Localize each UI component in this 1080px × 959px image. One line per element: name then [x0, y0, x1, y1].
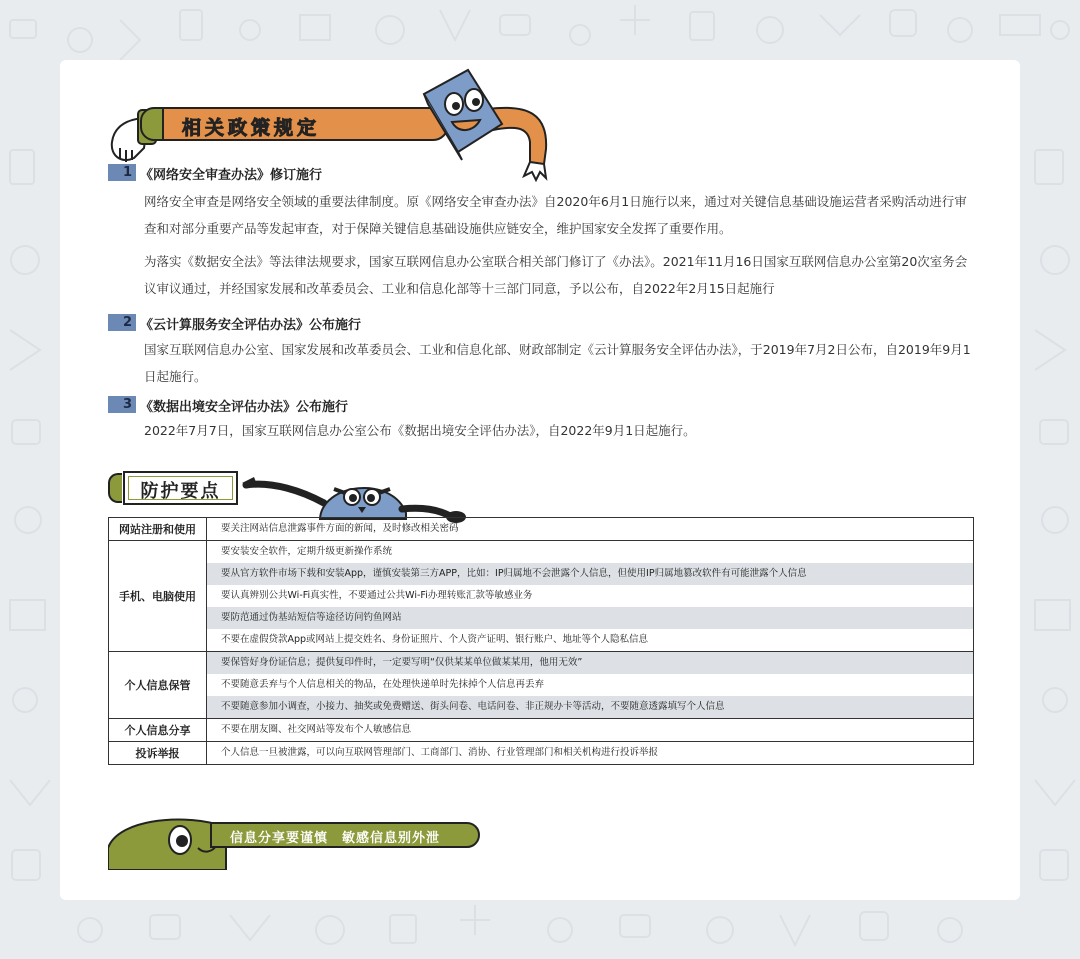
protection-title: 防护要点 — [140, 481, 221, 502]
table-row — [109, 541, 974, 652]
section-title-1: 《网络安全审查办法》修订施行 — [140, 168, 323, 183]
policy-title-banner — [140, 107, 449, 141]
protection-header — [123, 471, 238, 505]
section-1-paragraph-1: 网络安全审查是网络安全领域的重要法律制度。原《网络安全审查办法》自2020年6月1日施行以来，通过对关键信息基础设施运营者采购活动进行审查和对部分重要产品等发起审查，对于保障关键信息基础设施供应链安全，维护国家安全发挥了重要作用。 — [144, 194, 967, 236]
table-item: 个人信息一旦被泄露，可以向互联网管理部门、工商部门、消协、行业管理部门和相关机构进行投诉举报 — [221, 747, 659, 758]
section-1-paragraph-2: 为落实《数据安全法》等法律法规要求，国家互联网信息办公室联合相关部门修订了《办法》。2021年11月16日国家互联网信息办公室第20次室务会议审议通过，并经国家发展和改革委员会、工业和信息化部等十三部门同意，予以公布，自2022年2月15日起施行 — [144, 254, 968, 296]
table-items — [207, 518, 974, 541]
section-3-paragraph-1: 2022年7月7日，国家互联网信息办公室公布《数据出境安全评估办法》，自2022年9月1日起施行。 — [144, 423, 696, 438]
table-item: 要关注网站信息泄露事件方面的新闻，及时修改相关密码 — [221, 523, 459, 534]
table-category: 投诉举报 — [109, 742, 207, 765]
peeking-mascot-icon — [242, 473, 472, 523]
table-category: 手机、电脑使用 — [109, 541, 207, 652]
table-items — [207, 652, 974, 719]
table-item: 要防范通过伪基站短信等途径访问钓鱼网站 — [207, 607, 973, 629]
table-items — [207, 742, 974, 765]
table-row — [109, 719, 974, 742]
section-title-2: 《云计算服务安全评估办法》公布施行 — [140, 318, 362, 333]
protection-header-cap — [108, 473, 122, 503]
section-number-2: 2 — [108, 314, 136, 331]
content-card — [60, 60, 1020, 900]
section-number-1: 1 — [108, 164, 136, 181]
slogan-bar — [210, 822, 480, 848]
table-item: 要保管好身份证信息；提供复印件时，一定要写明“仅供某某单位做某某用，他用无效” — [207, 652, 973, 674]
table-row — [109, 742, 974, 765]
policy-title: 相关政策规定 — [182, 117, 321, 139]
footer-banner — [108, 818, 488, 868]
table-items — [207, 719, 974, 742]
section-2-paragraph-1: 国家互联网信息办公室、国家发展和改革委员会、工业和信息化部、财政部制定《云计算服务安全评估办法》，于2019年7月2日公布，自2019年9月1日起施行。 — [144, 342, 971, 384]
table-item: 不要随意参加小调查，小接力、抽奖或免费赠送、街头问卷、电话问卷、非正规办卡等活动，不要随意透露填写个人信息 — [207, 696, 973, 718]
policy-header — [108, 82, 608, 202]
banner-cap — [140, 107, 164, 141]
book-mascot-icon — [418, 64, 568, 184]
table-row — [109, 652, 974, 719]
table-category: 个人信息分享 — [109, 719, 207, 742]
slogan-text: 信息分享要谨慎 敏感信息别外泄 — [230, 831, 441, 846]
table-item: 不要在朋友圈、社交网站等发布个人敏感信息 — [221, 724, 412, 735]
protection-table — [108, 517, 974, 765]
table-item: 不要在虚假贷款App或网站上提交姓名、身份证照片、个人资产证明、银行账户、地址等个人隐私信息 — [221, 634, 649, 645]
section-title-3: 《数据出境安全评估办法》公布施行 — [140, 400, 349, 415]
table-row — [109, 518, 974, 541]
table-item: 要安装安全软件，定期升级更新操作系统 — [221, 546, 393, 557]
table-category: 个人信息保管 — [109, 652, 207, 719]
table-item: 要认真辨别公共Wi-Fi真实性，不要通过公共Wi-Fi办理转账汇款等敏感业务 — [221, 590, 533, 601]
table-item: 要从官方软件市场下载和安装App，谨慎安装第三方APP，比如：IP归属地不会泄露个人信息，但使用IP归属地篡改软件有可能泄露个人信息 — [207, 563, 973, 585]
table-item: 不要随意丢弃与个人信息相关的物品，在处理快递单时先抹掉个人信息再丢弃 — [221, 679, 545, 690]
section-number-3: 3 — [108, 396, 136, 413]
table-items — [207, 541, 974, 652]
table-category: 网站注册和使用 — [109, 518, 207, 541]
